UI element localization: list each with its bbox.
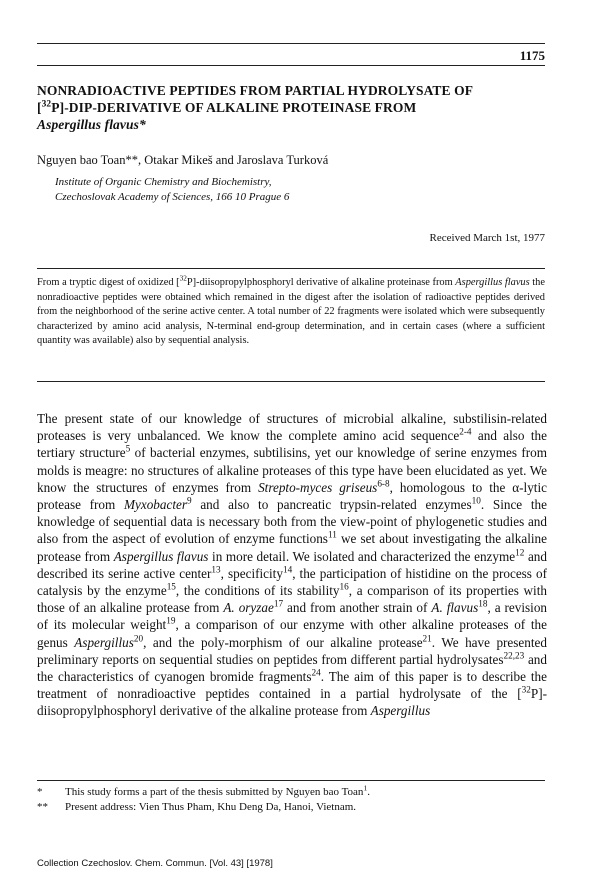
journal-footer: Collection Czechoslov. Chem. Commun. [Vol. 43] [1978] xyxy=(37,858,273,869)
abstract-rule-top xyxy=(37,268,545,269)
header-rule-bold xyxy=(37,65,545,66)
title-line-1: NONRADIOACTIVE PEPTIDES FROM PARTIAL HYDROLYSATE OF xyxy=(37,83,474,98)
body-text: The present state of our knowledge of structures of microbial alkaline, substilisin-related proteases is very unbalanced. We know the complete amino acid sequence$^{2-4}$ and also the tertiary structure$^5$ of bacterial enzymes, subtilisins, yet our knowledge of serine enzymes from molds is meagre: no structures of alkaline proteases of this type have been elucidated as yet. We know the structures of enzymes from Strepto-myces griseus$^{6-8}$, homologous to the α-lytic protease from Myxobacter$^9$ and also to pancreatic trypsin-related enzymes$^{10}$. Since the knowledge of sequential data is necessary both from the view-point of phylogenetic studies and also from the aspect of evolution of enzyme functions$^{11}$ we set about investigating the alkaline protease from Aspergillus flavus in more detail. We isolated and characterized the enzyme$^{12}$ and described its serine active center$^{13}$, specificity$^{14}$, the participation of histidine on the process of catalysis by the enzyme$^{15}$, the conditions of its stability$^{16}$, a comparison of its properties with those of an alkaline protease from A. oryzae$^{17}$ and from another strain of A. flavus$^{18}$, a revision of its molecular weight$^{19}$, a comparison of our enzyme with other alkaline proteases of the genus Aspergillus$^{20}$, and the poly-morphism of our alkaline protease$^{21}$. We have presented preliminary reports on sequential studies on peptides from different partial hydrolysates$^{22,23}$ and the characteristics of cyanogen bromide fragments$^{24}$. The aim of this paper is to describe the treatment of nonradioactive peptides contained in a partial hydrolysate of the [$^{32}$P]-diisopropylphosphoryl derivative of the alkaline protease from Aspergillus xyxy=(37,411,548,719)
footnote-rule xyxy=(37,780,545,781)
article-title xyxy=(37,82,557,133)
title-line-2: [$^{32}$P]-DIP-DERIVATIVE OF ALKALINE PROTEINASE FROM xyxy=(37,99,417,115)
page-number: 1175 xyxy=(519,48,545,63)
authors: Nguyen bao Toan**, Otakar Mikeš and Jaroslava Turková xyxy=(37,153,329,167)
header-rule xyxy=(37,43,545,44)
title-line-3: Aspergillus flavus* xyxy=(37,117,146,132)
received-date: Received March 1st, 1977 xyxy=(429,232,545,244)
abstract-rule-bottom xyxy=(37,381,545,382)
footnote-2: ** Present address: Vien Thus Pham, Khu Deng Da, Hanoi, Vietnam. xyxy=(37,801,357,813)
footnote-1: * This study forms a part of the thesis submitted by Nguyen bao Toan$^1$. xyxy=(37,783,371,798)
abstract: From a tryptic digest of oxidized [$^{32}$P]-diisopropylphosphoryl derivative of alkaline proteinase from Aspergillus flavus the nonradioactive peptides were obtained which remained in the digest after the isolation of radioactive peptides derived from the neighborhood of the serine active center. A total number of 22 fragments were isolated which were subsequently characterized by amino acid analysis, N-terminal end-group determination, and in certain cases (where a sufficient quantity was available) also by sequential analysis. xyxy=(37,274,545,346)
affiliation: Institute of Organic Chemistry and Biochemistry, Czechoslovak Academy of Sciences, 166 10 Prague 6 xyxy=(55,176,290,203)
